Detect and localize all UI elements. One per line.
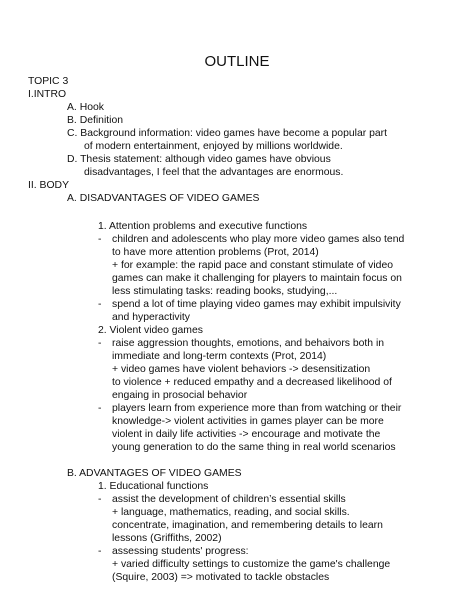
disadvantages-bullet4-line3: violent in daily life activities -> encourage and motivate the	[112, 429, 381, 440]
bullet-dash: -	[98, 494, 102, 505]
intro-item-thesis-line1: D. Thesis statement: although video games have obvious	[67, 154, 331, 165]
bullet-dash: -	[98, 234, 102, 245]
disadvantages-bullet3-line4: to violence + reduced empathy and a decreased likelihood of	[112, 377, 392, 388]
disadvantages-bullet4-line1: players learn from experience more than from watching or their	[112, 403, 402, 414]
disadvantages-bullet2-line2: and hyperactivity	[112, 312, 190, 323]
disadvantages-bullet2-line1: spend a lot of time playing video games may exhibit impulsivity	[112, 299, 401, 310]
disadvantages-bullet3-line1: raise aggression thoughts, emotions, and behaivors both in	[112, 338, 385, 349]
intro-item-definition: B. Definition	[67, 115, 124, 126]
advantages-bullet2-line1: assessing students' progress:	[112, 546, 249, 557]
advantages-heading: B. ADVANTAGES OF VIDEO GAMES	[67, 468, 242, 479]
disadvantages-item-attention: 1. Attention problems and executive functions	[98, 221, 308, 232]
advantages-bullet2-line2: + varied difficulty settings to customize the game's challenge	[112, 559, 391, 570]
intro-item-background-line1: C. Background information: video games have become a popular part	[67, 128, 387, 139]
advantages-bullet1-line4: lessons (Griffiths, 2002)	[112, 533, 222, 544]
advantages-bullet1-line2: + language, mathematics, reading, and social skills.	[112, 507, 350, 518]
disadvantages-heading: A. DISADVANTAGES OF VIDEO GAMES	[67, 193, 260, 204]
body-heading: II. BODY	[28, 180, 69, 191]
outline-title: OUTLINE	[204, 53, 270, 70]
disadvantages-item-violent: 2. Violent video games	[98, 325, 203, 336]
disadvantages-bullet1-line4: games can make it challenging for players to maintain focus on	[112, 273, 402, 284]
advantages-bullet1-line1: assist the development of children’s essential skills	[112, 494, 346, 505]
disadvantages-bullet1-line1: children and adolescents who play more video games also tend	[112, 234, 405, 245]
bullet-dash: -	[98, 299, 102, 310]
disadvantages-bullet1-line2: to have more attention problems (Prot, 2014)	[112, 247, 319, 258]
intro-item-background-line2: of modern entertainment, enjoyed by millions worldwide.	[84, 141, 343, 152]
topic-label: TOPIC 3	[28, 76, 69, 87]
advantages-item-educational: 1. Educational functions	[98, 481, 209, 492]
disadvantages-bullet3-line2: immediate and long-term contexts (Prot, 2014)	[112, 351, 327, 362]
disadvantages-bullet1-line3: + for example: the rapid pace and constant stimulate of video	[112, 260, 394, 271]
advantages-bullet2-line3: (Squire, 2003) => motivated to tackle obstacles	[112, 572, 330, 583]
disadvantages-bullet3-line3: + video games have violent behaviors -> desensitization	[112, 364, 371, 375]
intro-heading: I.INTRO	[28, 89, 67, 100]
bullet-dash: -	[98, 403, 102, 414]
intro-item-hook: A. Hook	[67, 102, 104, 113]
bullet-dash: -	[98, 546, 102, 557]
disadvantages-bullet3-line5: engaing in prosocial behavior	[112, 390, 248, 401]
advantages-bullet1-line3: concentrate, imagination, and remembering details to learn	[112, 520, 383, 531]
disadvantages-bullet4-line4: young generation to do the same thing in real world scenarios	[112, 442, 396, 453]
intro-item-thesis-line2: disadvantages, I feel that the advantages are enormous.	[84, 167, 344, 178]
disadvantages-bullet4-line2: knowledge-> violent activities in games player can be more	[112, 416, 384, 427]
disadvantages-bullet1-line5: less stimulating tasks: reading books, studying,...	[112, 286, 338, 297]
bullet-dash: -	[98, 338, 102, 349]
